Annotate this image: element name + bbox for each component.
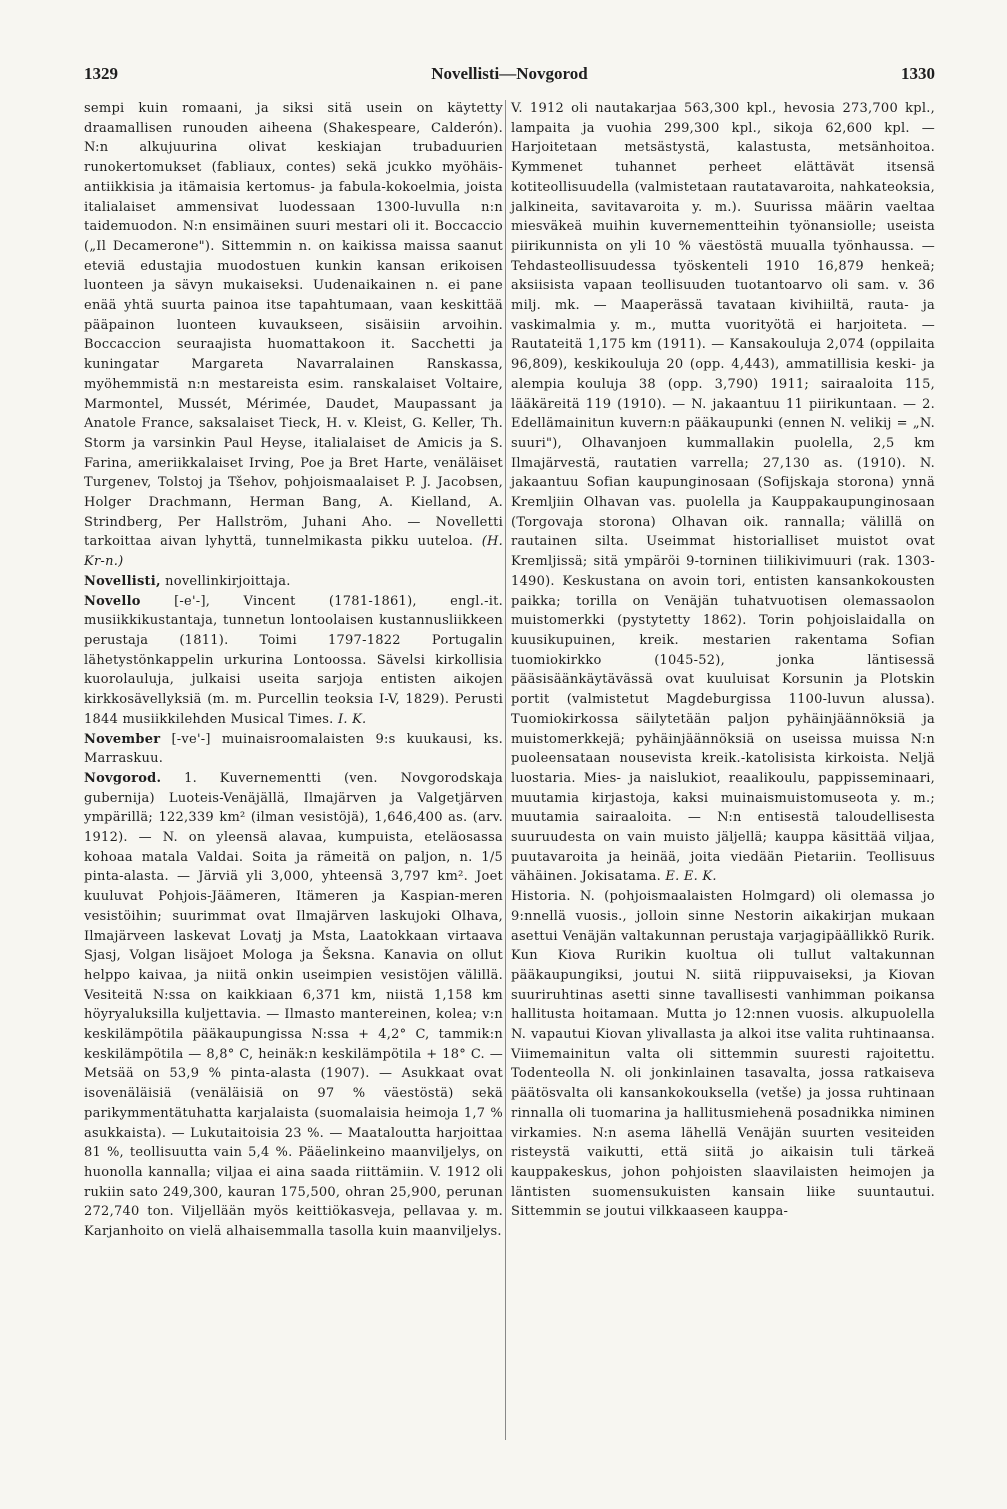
right-column: [511, 99, 935, 1222]
running-title: Novellisti—Novgorod: [431, 64, 588, 83]
entry-paragraph: V. 1912 oli nautakarjaa 563,300 kpl., hevosia 273,700 kpl., lampaita ja vuohia 299,300 kpl., sikoja 62,600 kpl. — Harjoitetaan metsästystä, kalastusta, metsänhoitoa. Kymmenet tuhannet perheet elättävät itsensä kotiteollisuudella (valmistetaan rautatavaroita, nahkateoksia, jalkineita, savitavaroita y. m.). Suurissa määrin vaeltaa miesväkeä muihin kuvernementteihin työnansiolle; useista piirikunnista on yli 10 % väestöstä muualla työnhaussa. — Tehdasteollisuudessa työskenteli 1910 16,879 henkeä; aksiisista vapaan teollisuuden tuotantoarvo oli sam. v. 36 milj. mk. — Maaperässä tavataan kivihiiltä, rauta- ja vaskimalmia y. m., mutta vuorityötä ei harjoiteta. — Rautateitä 1,175 km (1911). — Kansakouluja 2,074 (oppilaita 96,809), keskikouluja 20 (opp. 4,443), ammatillisia keski- ja alempia kouluja 38 (opp. 3,790) 1911; sairaaloita 115, lääkäreitä 119 (1910). — N. jakaantuu 11 piirikuntaan. — 2. Edellämainitun kuvern:n pääkaupunki (ennen N. velikij = „N. suuri"), Olhavanjoen kummallakin puolella, 2,5 km Ilmajärvestä, rautatien varrella; 27,130 as. (1910). N. jakaantuu Sofian kaupunginosaan (Sofijskaja storona) ynnä Kremljiin Olhavan vas. puolella ja Kauppakaupunginosaan (Torgovaja storona) Olhavan oik. rannalla; välillä on rautainen silta. Useimmat historialliset muistot ovat Kremljissä; sitä ympäröi 9-torninen tiilikivimuuri (rak. 1303-1490). Keskustana on avoin tori, entisten kansankokousten paikka; torilla on Venäjän tuhatvuotisen olemassaolon muistomerkki (pystytetty 1862). Torin pohjoislaidalla on kuusikupuinen, kreik. mestarien rakentama Sofian tuomiokirkko (1045-52), jonka läntisessä pääsisäänkäytävässä ovat kuuluisat Korsunin ja Plotskin portit (valmistetut Magdeburgissa 1100-luvun alussa). Tuomiokirkossa säilytetään paljon pyhäinjäännöksiä ja muistomerkkejä; pyhäinjäännöksiä on useissa muissa N:n puoleensataan nousevista kreik.-katolisista kirkoista. Neljä luostaria. Mies- ja naislukiot, reaalikoulu, pappisseminaari, muutamia kirjastoja, kaksi muinaismuistomuseota y. m.; muutamia sairaaloita. — N:n entisestä taloudellisesta suuruudesta on vain muisto jäljellä; kauppa käsittää viljaa, puutavaroita ja heinää, joita viedään Pietariin. Teollisuus vähäinen. Jokisatama. E. E. K.: [511, 101, 935, 885]
author-signature: (H. Kr-n.): [84, 534, 503, 570]
headword: Novello: [84, 593, 141, 609]
entry-november: November [-ve'-] muinaisroomalaisten 9:s kuukausi, ks. Marraskuu.: [84, 731, 503, 767]
author-signature: I. K.: [337, 711, 367, 727]
headword: November: [84, 731, 161, 747]
entry-novellisti: Novellisti, novellinkirjoittaja.: [84, 573, 291, 589]
entry-novgorod: Novgorod. 1. Kuvernementti (ven. Novgorodskaja gubernija) Luoteis-Venäjällä, Ilmajärven ja Valgetjärven ympärillä; 122,339 km² (ilman vesistöjä), 1,646,400 as. (arv. 1912). — N. on yleensä alavaa, kumpuista, eteläosassa kohoaa matala Valdai. Soita ja rämeitä on paljon, n. 1/5 pinta-alasta. — Järviä yli 3,000, yhteensä 3,797 km². Joet kuuluvat Pohjois-Jäämeren, Itämeren ja Kaspian-meren vesistöihin; suurimmat ovat Ilmajärven laskujoki Olhava, Ilmajärveen laskevat Lovatj ja Msta, Laatokkaan virtaava Sjasj, Volgan lisäjoet Mologa ja Šeksna. Kanavia on ollut helppo kaivaa, ja niitä onkin useimpien vesistöjen välillä. Vesiteitä N:ssa on kaikkiaan 6,371 km, niistä 1,158 km höyryaluksilla kuljettavia. — Ilmasto mantereinen, kolea; v:n keskilämpötila pääkaupungissa N:ssa + 4,2° C, tammik:n keskilämpötila — 8,8° C, heinäk:n keskilämpötila + 18° C. — Metsää on 53,9 % pinta-alasta (1907). — Asukkaat ovat isovenäläisiä (venäläisiä on 97 % väestöstä) sekä parikymmentätuhatta karjalaista (suomalaisia heimoja 1,7 % asukkaista). — Lukutaitoisia 23 %. — Maataloutta harjoittaa 81 %, teollisuutta vain 5,4 %. Pääelinkeino maanviljelys, on huonolla kannalla; viljaa ei aina saada riittämiin. V. 1912 oli rukiin sato 249,300, kauran 175,500, ohran 25,900, perunan 272,740 ton. Viljellään myös keittiökasveja, pellavaa y. m. Karjanhoito on vielä alhaisemmalla tasolla kuin maanviljelys.: [84, 770, 503, 1240]
headword: Novgorod.: [84, 770, 162, 786]
column-divider: [505, 100, 506, 1440]
entry-novello: Novello [-e'-], Vincent (1781-1861), engl.-it. musiikkikustantaja, tunnetun lontoolaisen kustannusliikkeen perustaja (1811). Toimi 1797-1822 Portugalin lähetystönkappelin urkurina Lontoossa. Sävelsi kirkollisia kuorolauluja, julkaisi useita sarjoja entisten aikojen kirkkosävellyksiä (m. m. Purcellin teoksia I-V, 1829). Perusti 1844 musiikkilehden Musical Times. I. K.: [84, 593, 503, 727]
entry-history: Historia. N. (pohjoismaalaisten Holmgard) oli olemassa jo 9:nnellä vuosis., jolloin sinne Nestorin aikakirjan mukaan asettui Venäjän valtakunnan perustaja varjagipäällikkö Rurik. Kun Kiova Rurikin kuoltua oli tullut valtakunnan pääkaupungiksi, joutui N. siitä riippuvaiseksi, ja Kiovan suuriruhtinas asetti sinne tavallisesti vanhimman poikansa hallitusta hoitamaan. Mutta jo 12:nnen vuosis. alkupuolella N. vapautui Kiovan ylivallasta ja alkoi itse valita ruhtinaansa. Viimemainitun valta oli sittemmin suuresti rajoitettu. Todenteolla N. oli jonkinlainen tasavalta, jossa ratkaiseva päätösvalta oli kansankokouksella (vetše) ja jossa ruhtinaan rinnalla oli tuomarina ja hallitusmiehenä posadnikka niminen virkamies. N:n asema lähellä Venäjän suurten vesiteiden risteystä vaikutti, että siitä jo aikaisin tuli tärkeä kauppakeskus, johon pohjoisten slaavilaisten heimojen ja läntisten suomensukuisten kansain liike suuntautui. Sittemmin se joutui vilkkaaseen kauppa-: [511, 889, 935, 1220]
author-signature: E. E. K.: [665, 869, 717, 885]
headword: Novellisti,: [84, 573, 161, 589]
entry-paragraph: sempi kuin romaani, ja siksi sitä usein on käytetty draamallisen runouden aiheena (Shakespeare, Calderón). N:n alkujuurina olivat keskiajan trubaduurien runokertomukset (fabliaux, contes) sekä jcukko myöhäis-antiikkisia ja itämaisia kertomus- ja fabula-kokoelmia, joista italialaiset ammensivat luodessaan 1300-luvulla n:n taidemuodon. N:n ensimäinen suuri mestari oli it. Boccaccio („Il Decamerone"). Sittemmin n. on kaikissa maissa saanut eteviä edustajia muodostuen kunkin kansan erikoisen luonteen ja sävyn mukaiseksi. Uudenaikainen n. ei pane enää yhtä suurta painoa itse tapahtumaan, vaan keskittää pääpainon luonteen kuvaukseen, sisäisiin arvoihin. Boccaccion seuraajista huomattakoon it. Sacchetti ja kuningatar Margareta Navarralainen Ranskassa, myöhemmistä n:n mestareista esim. ranskalaiset Voltaire, Marmontel, Mussét, Mérimée, Daudet, Maupassant ja Anatole France, saksalaiset Tieck, H. v. Kleist, G. Keller, Th. Storm ja varsinkin Paul Heyse, italialaiset de Amicis ja S. Farina, ameriikkalaiset Irving, Poe ja Bret Harte, venäläiset Turgenev, Tolstoj ja Tšehov, pohjoismaalaiset P. J. Jacobsen, Holger Drachmann, Herman Bang, A. Kielland, A. Strindberg, Per Hallström, Juhani Aho. — Novelletti tarkoittaa aivan lyhyttä, tunnelmikasta pikku uuteloa. (H. Kr-n.): [84, 101, 503, 570]
left-column: [84, 99, 503, 1242]
page-header: [84, 64, 935, 90]
page-number-right: 1330: [901, 64, 935, 83]
page-number-left: 1329: [84, 64, 118, 83]
